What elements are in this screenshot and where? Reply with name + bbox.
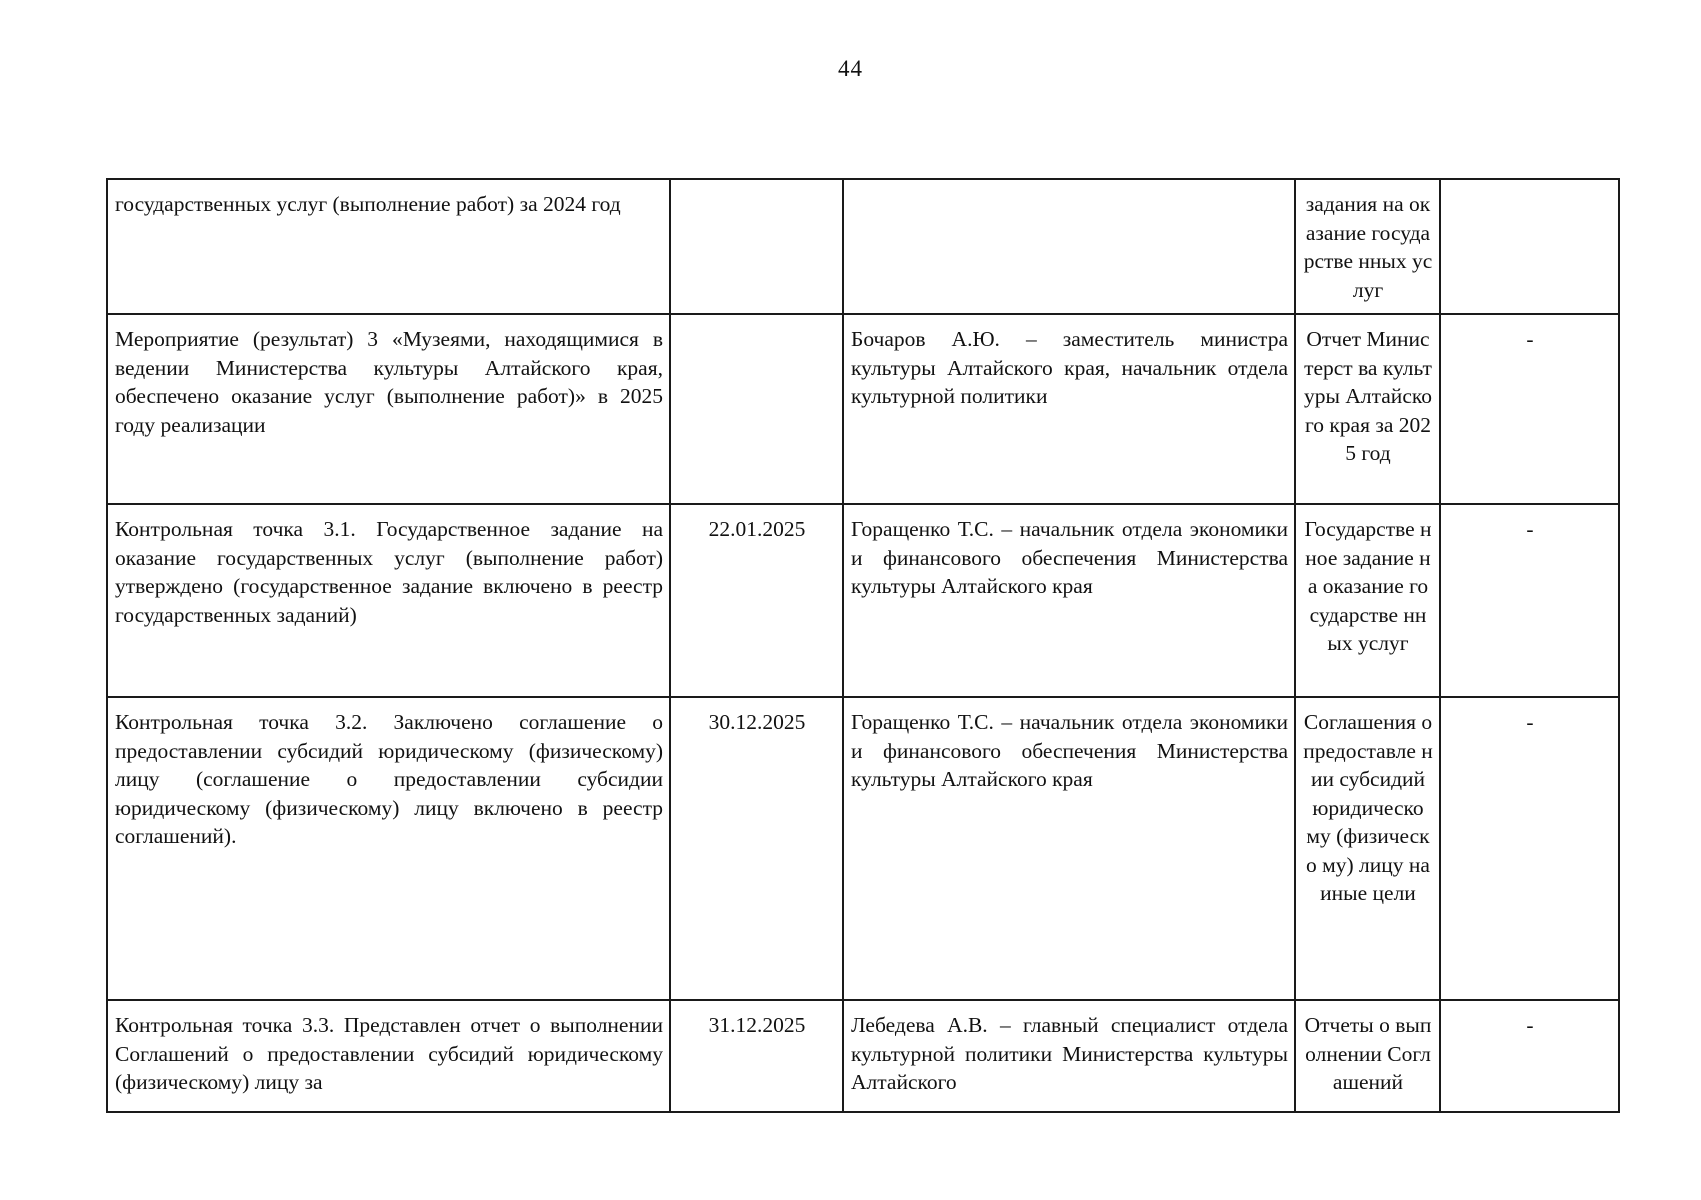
responsible-cell: Горащенко Т.С. – начальник отдела экономики и финансового обеспечения Министерства культуры Алтайского края — [843, 697, 1295, 1000]
date-cell — [670, 314, 843, 504]
responsible-cell — [843, 179, 1295, 314]
document-cell: Отчет Министерст ва культуры Алтайского края за 2025 год — [1295, 314, 1440, 504]
document-cell: Соглашения о предоставле нии субсидий юридическо му (физическо му) лицу на иные цели — [1295, 697, 1440, 1000]
responsible-cell: Лебедева А.В. – главный специалист отдела культурной политики Министерства культуры Алтайского — [843, 1000, 1295, 1112]
note-cell: - — [1440, 697, 1619, 1000]
event-cell: Контрольная точка 3.2. Заключено соглашение о предоставлении субсидий юридическому (физическому) лицу (соглашение о предоставлении субсидии юридическому (физическому) лицу включено в реестр соглашений). — [107, 697, 670, 1000]
event-cell: государственных услуг (выполнение работ) за 2024 год — [107, 179, 670, 314]
date-cell — [670, 179, 843, 314]
responsible-cell: Бочаров А.Ю. – заместитель министра культуры Алтайского края, начальник отдела культурной политики — [843, 314, 1295, 504]
note-cell: - — [1440, 314, 1619, 504]
table-row — [107, 1000, 1619, 1112]
event-cell: Мероприятие (результат) 3 «Музеями, находящимися в ведении Министерства культуры Алтайского края, обеспечено оказание услуг (выполнение работ)» в 2025 году реализации — [107, 314, 670, 504]
table-row — [107, 179, 1619, 314]
date-cell: 22.01.2025 — [670, 504, 843, 697]
note-cell — [1440, 179, 1619, 314]
page-number: 44 — [838, 56, 863, 81]
document-cell: задания на оказание государстве нных услуг — [1295, 179, 1440, 314]
document-cell: Государстве нное задание на оказание государстве нных услуг — [1295, 504, 1440, 697]
date-cell: 30.12.2025 — [670, 697, 843, 1000]
event-cell: Контрольная точка 3.3. Представлен отчет о выполнении Соглашений о предоставлении субсидий юридическому (физическому) лицу за — [107, 1000, 670, 1112]
table-row — [107, 504, 1619, 697]
note-cell: - — [1440, 1000, 1619, 1112]
plan-table — [106, 178, 1620, 1113]
table-row — [107, 697, 1619, 1000]
table-row — [107, 314, 1619, 504]
document-cell: Отчеты о выполнении Соглашений — [1295, 1000, 1440, 1112]
note-cell: - — [1440, 504, 1619, 697]
responsible-cell: Горащенко Т.С. – начальник отдела экономики и финансового обеспечения Министерства культуры Алтайского края — [843, 504, 1295, 697]
event-cell: Контрольная точка 3.1. Государственное задание на оказание государственных услуг (выполнение работ) утверждено (государственное задание включено в реестр государственных заданий) — [107, 504, 670, 697]
date-cell: 31.12.2025 — [670, 1000, 843, 1112]
